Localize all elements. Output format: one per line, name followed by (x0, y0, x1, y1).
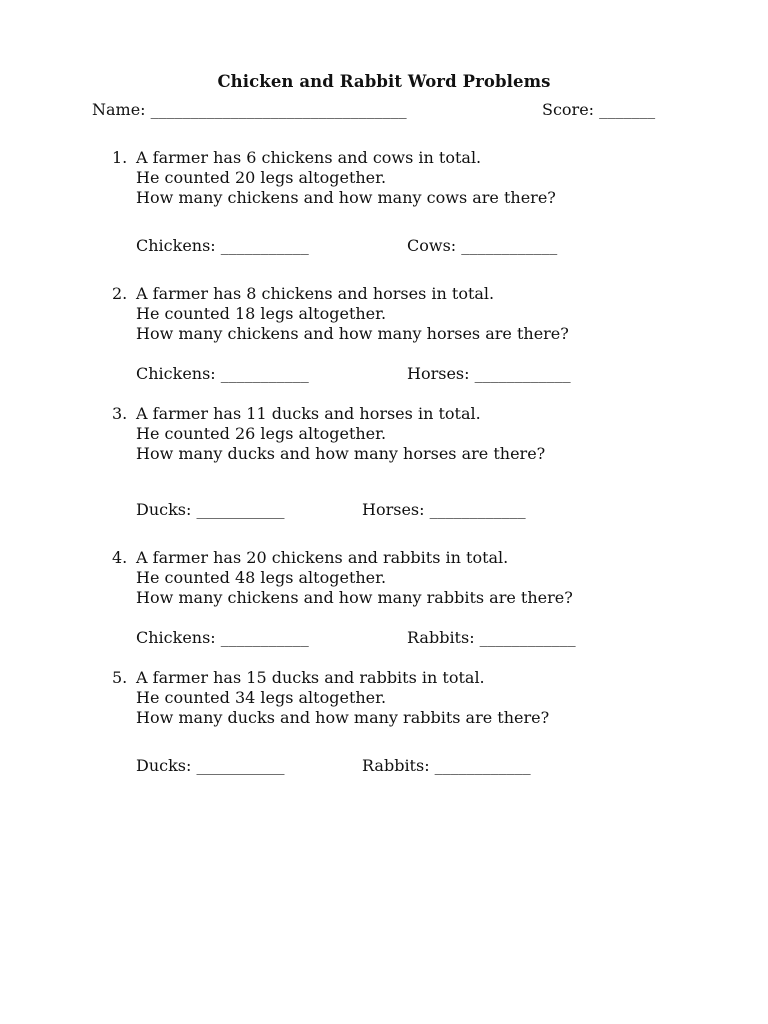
answer-field-a[interactable]: Ducks: ___________ (136, 756, 285, 775)
problem-line: A farmer has 20 chickens and rabbits in total. (136, 548, 509, 567)
problem-line: How many ducks and how many horses are there? (136, 444, 546, 463)
problem-line: How many chickens and how many cows are there? (136, 188, 556, 207)
answer-field-b[interactable]: Rabbits: ____________ (362, 756, 531, 775)
score-field[interactable]: Score: _______ (542, 100, 656, 119)
problem-line: A farmer has 8 chickens and horses in total. (136, 284, 495, 303)
problem-line: How many ducks and how many rabbits are there? (136, 708, 550, 727)
problem-line: He counted 34 legs altogether. (136, 688, 387, 707)
problem-line: He counted 20 legs altogether. (136, 168, 387, 187)
problem-line: He counted 18 legs altogether. (136, 304, 387, 323)
problem-line: A farmer has 15 ducks and rabbits in total. (136, 668, 485, 687)
problem-number: 4. (112, 548, 128, 567)
answer-field-a[interactable]: Chickens: ___________ (136, 236, 309, 255)
problem-line: A farmer has 6 chickens and cows in total. (136, 148, 482, 167)
problem-line: He counted 48 legs altogether. (136, 568, 387, 587)
problem-text (136, 284, 569, 344)
answer-field-b[interactable]: Horses: ____________ (362, 500, 526, 519)
answer-field-b[interactable]: Cows: ____________ (407, 236, 558, 255)
problem-text (136, 668, 549, 728)
answer-field-a[interactable]: Ducks: ___________ (136, 500, 285, 519)
answer-field-a[interactable]: Chickens: ___________ (136, 628, 309, 647)
problem-line: How many chickens and how many horses are there? (136, 324, 569, 343)
problem-line: A farmer has 11 ducks and horses in total. (136, 404, 481, 423)
answer-field-b[interactable]: Rabbits: ____________ (407, 628, 576, 647)
problem-number: 1. (112, 148, 128, 167)
problem-text (136, 548, 573, 608)
problem-number: 3. (112, 404, 128, 423)
worksheet-title: Chicken and Rabbit Word Problems (217, 72, 551, 91)
problem-text (136, 404, 545, 464)
name-field[interactable]: Name: ________________________________ (92, 100, 407, 119)
problem-text (136, 148, 556, 208)
answer-field-b[interactable]: Horses: ____________ (407, 364, 571, 383)
problem-line: How many chickens and how many rabbits are there? (136, 588, 573, 607)
problem-number: 5. (112, 668, 128, 687)
problem-line: He counted 26 legs altogether. (136, 424, 387, 443)
problem-number: 2. (112, 284, 128, 303)
answer-field-a[interactable]: Chickens: ___________ (136, 364, 309, 383)
